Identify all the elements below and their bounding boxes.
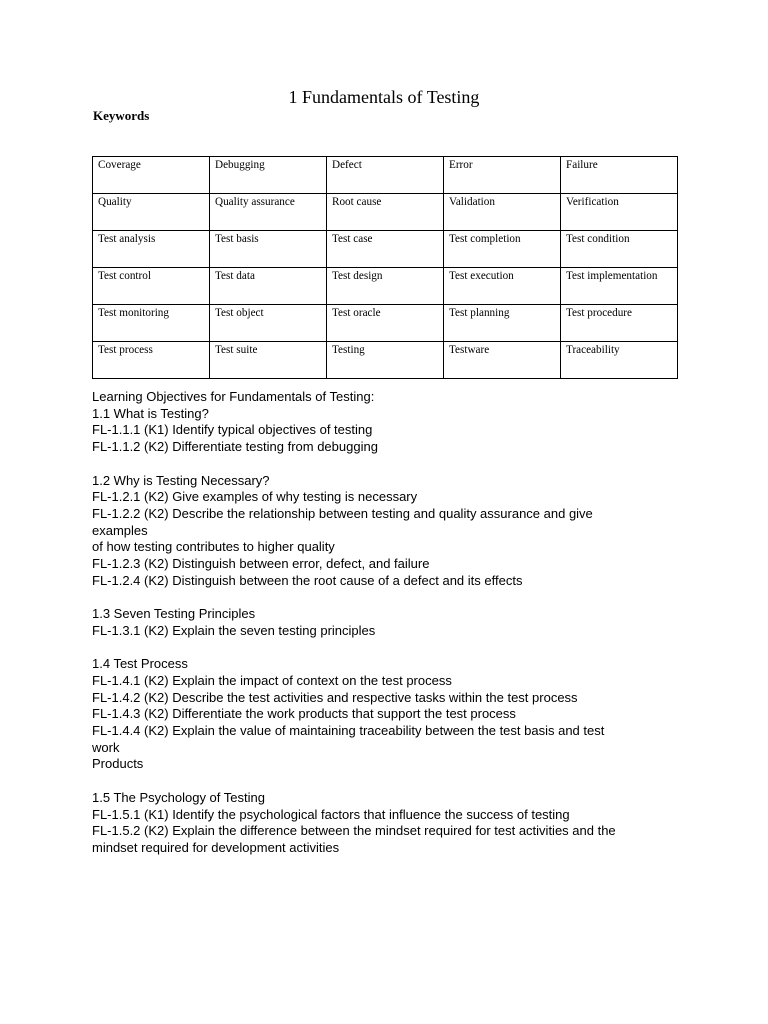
objective-line: FL-1.1.2 (K2) Differentiate testing from debugging bbox=[92, 439, 378, 455]
keyword-cell: Validation bbox=[444, 194, 561, 231]
objective-line: FL-1.5.2 (K2) Explain the difference between the mindset required for test activities and the bbox=[92, 823, 616, 839]
objective-line: FL-1.3.1 (K2) Explain the seven testing principles bbox=[92, 622, 376, 638]
section-heading: 1.3 Seven Testing Principles bbox=[92, 606, 256, 622]
objective-line: work bbox=[92, 739, 120, 755]
objectives-sections bbox=[92, 406, 682, 857]
keyword-cell: Test design bbox=[327, 268, 444, 305]
keyword-cell: Test condition bbox=[561, 231, 678, 268]
keyword-cell: Coverage bbox=[93, 157, 210, 194]
keyword-cell: Test completion bbox=[444, 231, 561, 268]
keyword-cell: Quality bbox=[93, 194, 210, 231]
learning-objectives bbox=[92, 389, 682, 857]
objectives-intro: Learning Objectives for Fundamentals of Testing: bbox=[92, 389, 375, 404]
keyword-cell: Quality assurance bbox=[210, 194, 327, 231]
objective-line: of how testing contributes to higher quality bbox=[92, 539, 335, 555]
keywords-heading: Keywords bbox=[93, 108, 150, 123]
keyword-cell: Debugging bbox=[210, 157, 327, 194]
section-heading: 1.1 What is Testing? bbox=[92, 405, 209, 421]
keyword-cell: Test basis bbox=[210, 231, 327, 268]
keyword-cell: Defect bbox=[327, 157, 444, 194]
objective-line: FL-1.2.1 (K2) Give examples of why testing is necessary bbox=[92, 489, 418, 505]
keyword-cell: Test case bbox=[327, 231, 444, 268]
section-heading: 1.4 Test Process bbox=[92, 656, 188, 672]
objective-line: FL-1.2.3 (K2) Distinguish between error, defect, and failure bbox=[92, 556, 430, 572]
section-spacer bbox=[92, 589, 682, 606]
objective-line: FL-1.4.1 (K2) Explain the impact of context on the test process bbox=[92, 672, 452, 688]
objective-line: FL-1.5.1 (K1) Identify the psychological factors that influence the success of testing bbox=[92, 806, 570, 822]
keyword-cell: Test execution bbox=[444, 268, 561, 305]
keyword-cell: Test procedure bbox=[561, 305, 678, 342]
keyword-cell: Verification bbox=[561, 194, 678, 231]
keyword-cell: Error bbox=[444, 157, 561, 194]
page-title: 1 Fundamentals of Testing bbox=[288, 87, 480, 107]
keywords-row bbox=[93, 157, 678, 194]
keyword-cell: Test oracle bbox=[327, 305, 444, 342]
keyword-cell: Testing bbox=[327, 342, 444, 379]
keywords-row bbox=[93, 342, 678, 379]
keyword-cell: Test monitoring bbox=[93, 305, 210, 342]
keyword-cell: Test data bbox=[210, 268, 327, 305]
objective-line: FL-1.2.2 (K2) Describe the relationship between testing and quality assurance and give bbox=[92, 505, 593, 521]
section-heading: 1.5 The Psychology of Testing bbox=[92, 789, 265, 805]
section-spacer bbox=[92, 640, 682, 657]
keyword-cell: Test process bbox=[93, 342, 210, 379]
objective-line: FL-1.4.4 (K2) Explain the value of maintaining traceability between the test basis and test bbox=[92, 723, 605, 739]
keyword-cell: Test analysis bbox=[93, 231, 210, 268]
objective-line: FL-1.4.3 (K2) Differentiate the work products that support the test process bbox=[92, 706, 516, 722]
keywords-row bbox=[93, 305, 678, 342]
objective-line: FL-1.4.2 (K2) Describe the test activities and respective tasks within the test process bbox=[92, 689, 578, 705]
keywords-row bbox=[93, 231, 678, 268]
keyword-cell: Test object bbox=[210, 305, 327, 342]
keyword-cell: Testware bbox=[444, 342, 561, 379]
keyword-cell: Test control bbox=[93, 268, 210, 305]
keyword-cell: Root cause bbox=[327, 194, 444, 231]
section-spacer bbox=[92, 773, 682, 790]
keyword-cell: Traceability bbox=[561, 342, 678, 379]
objective-line: FL-1.2.4 (K2) Distinguish between the root cause of a defect and its effects bbox=[92, 572, 523, 588]
objective-line: FL-1.1.1 (K1) Identify typical objectives of testing bbox=[92, 422, 373, 438]
keyword-cell: Test planning bbox=[444, 305, 561, 342]
section-heading: 1.2 Why is Testing Necessary? bbox=[92, 472, 270, 488]
keywords-row bbox=[93, 194, 678, 231]
keyword-cell: Test suite bbox=[210, 342, 327, 379]
keyword-cell: Test implementation bbox=[561, 268, 678, 305]
keywords-table bbox=[92, 156, 678, 379]
objective-line: Products bbox=[92, 756, 144, 772]
objective-line: mindset required for development activities bbox=[92, 839, 340, 855]
objective-line: examples bbox=[92, 522, 148, 538]
section-spacer bbox=[92, 456, 682, 473]
keyword-cell: Failure bbox=[561, 157, 678, 194]
keywords-row bbox=[93, 268, 678, 305]
